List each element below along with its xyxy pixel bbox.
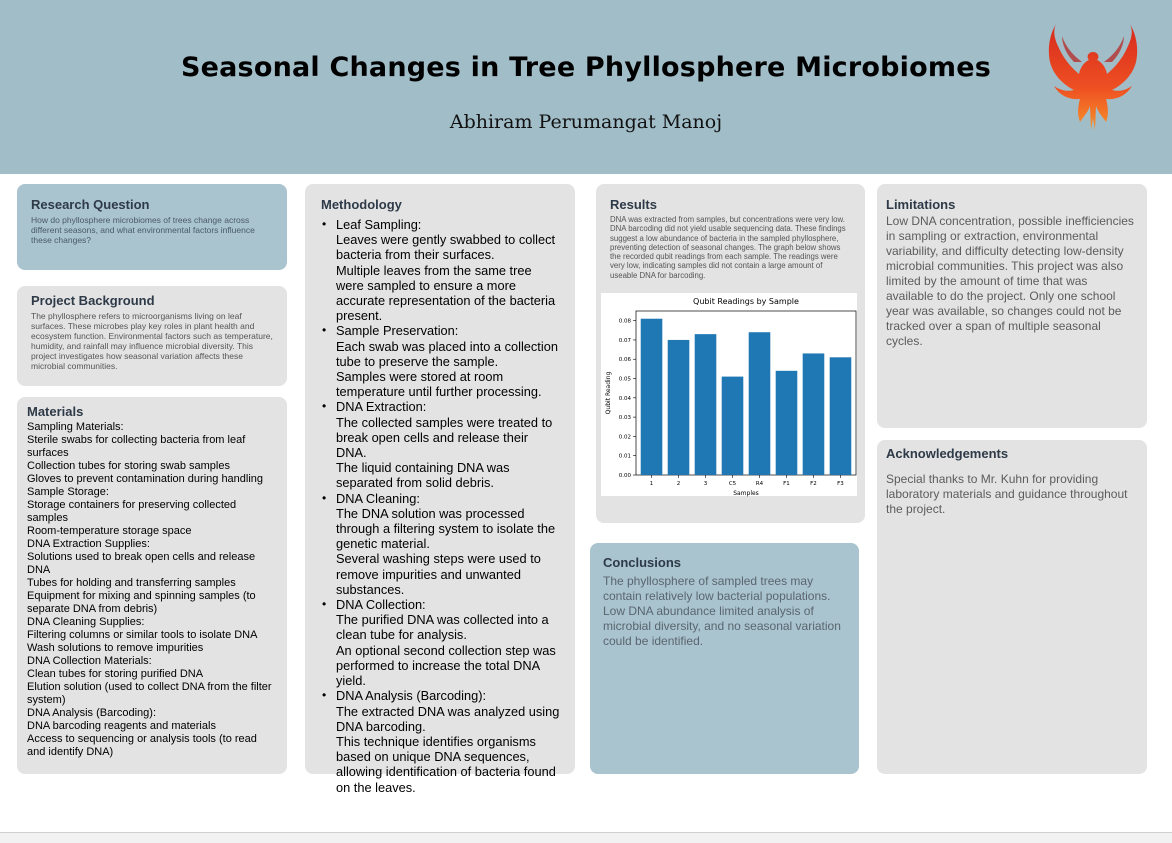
methodology-step-line: An optional second collection step was performed to increase the total DNA yield. bbox=[336, 642, 556, 689]
x-tick-label: F1 bbox=[783, 481, 790, 487]
methodology-step-title: • Sample Preservation: bbox=[336, 323, 459, 339]
poster-header bbox=[0, 0, 1172, 174]
materials-panel bbox=[17, 397, 287, 774]
materials-line: DNA barcoding reagents and materials bbox=[27, 720, 216, 732]
methodology-step-line: The purified DNA was collected into a clean tube for analysis. bbox=[336, 612, 549, 643]
research-question-heading: Research Question bbox=[31, 197, 150, 212]
materials-list bbox=[27, 421, 277, 759]
y-tick-label: 0.05 bbox=[618, 376, 631, 383]
methodology-step bbox=[336, 688, 561, 794]
methodology-step bbox=[336, 217, 561, 323]
y-axis-label: Qubit Reading bbox=[605, 371, 612, 415]
research-question-text: How do phyllosphere microbiomes of trees change across different seasons, and what environmental factors influence these changes? bbox=[31, 215, 255, 245]
y-tick-label: 0.02 bbox=[618, 434, 631, 441]
methodology-step bbox=[336, 597, 561, 688]
x-tick-label: R4 bbox=[755, 481, 764, 487]
chart-title: Qubit Readings by Sample bbox=[693, 297, 799, 306]
limitations-panel bbox=[877, 184, 1147, 428]
methodology-step-line: The DNA solution was processed through a filtering system to isolate the genetic material. bbox=[336, 505, 556, 552]
methodology-step-title: • DNA Cleaning: bbox=[336, 490, 420, 506]
materials-line: DNA Extraction Supplies: bbox=[27, 538, 150, 550]
acknowledgements-panel bbox=[877, 440, 1147, 774]
methodology-step bbox=[336, 491, 561, 597]
limitations-text: Low DNA concentration, possible inefficiencies in sampling or extraction, environmental variability, and difficulty detecting low-density microbial communities. This project was also limited by the amount of time that was available to do the project. Only one school year was available, so changes could not be tracked over a span of multiple seasonal cycles. bbox=[886, 214, 1134, 348]
x-tick-label: F3 bbox=[837, 481, 844, 487]
phoenix-logo-icon bbox=[1044, 22, 1142, 132]
materials-line: Storage containers for preserving collected samples bbox=[27, 499, 237, 524]
bar-C5 bbox=[722, 377, 744, 475]
x-axis-label: Samples bbox=[733, 490, 759, 497]
qubit-bar-chart bbox=[601, 293, 857, 496]
materials-line: Gloves to prevent contamination during handling bbox=[27, 473, 264, 485]
bar-R4 bbox=[749, 332, 771, 475]
materials-heading: Materials bbox=[27, 404, 84, 419]
x-tick-label: 2 bbox=[676, 481, 681, 487]
bar-2 bbox=[668, 340, 690, 475]
bar-1 bbox=[641, 319, 663, 475]
materials-line: Filtering columns or similar tools to isolate DNA bbox=[27, 629, 258, 641]
project-background-text: The phyllosphere refers to microorganisms living on leaf surfaces. These microbes play key roles in plant health and ecosystem function. Environmental factors such as temperature, humidity, and rainfall may influence microbial diversity. This project investigates how seasonal variation affects these microbial communities. bbox=[31, 311, 273, 371]
methodology-step-line: Samples were stored at room temperature until further processing. bbox=[336, 369, 542, 400]
research-question-panel bbox=[17, 184, 287, 270]
results-text: DNA was extracted from samples, but concentrations were very low. DNA barcoding did not yield usable sequencing data. These findings suggest a low abundance of bacteria in the sampled phyllosphere, preventing detection of seasonal changes. The graph below shows the recorded qubit readings from each sample. The readings were very low, indicating samples did not contain a large amount of useable DNA for barcoding. bbox=[610, 215, 846, 280]
methodology-step-title: • DNA Analysis (Barcoding): bbox=[336, 688, 487, 704]
methodology-step-line: Multiple leaves from the same tree were sampled to ensure a more accurate representation of the bacteria present. bbox=[336, 262, 556, 324]
methodology-step-title: • DNA Collection: bbox=[336, 597, 426, 613]
results-chart bbox=[601, 293, 857, 496]
materials-line: Solutions used to break open cells and release DNA bbox=[27, 551, 256, 576]
methodology-step-title: • Leaf Sampling: bbox=[336, 217, 422, 232]
conclusions-panel bbox=[590, 543, 859, 774]
materials-line: Wash solutions to remove impurities bbox=[27, 642, 204, 654]
x-tick-label: 3 bbox=[703, 481, 708, 487]
materials-line: Sample Storage: bbox=[27, 486, 109, 498]
project-background-heading: Project Background bbox=[31, 293, 155, 308]
bottom-scrollbar[interactable] bbox=[0, 832, 1172, 843]
materials-line: Access to sequencing or analysis tools (to read and identify DNA) bbox=[27, 733, 257, 758]
bar-F3 bbox=[830, 357, 852, 475]
methodology-panel bbox=[305, 184, 575, 795]
bar-F2 bbox=[803, 353, 825, 475]
x-tick-label: 1 bbox=[649, 481, 654, 487]
methodology-step bbox=[336, 399, 561, 490]
y-tick-label: 0.08 bbox=[618, 318, 631, 325]
materials-line: Sampling Materials: bbox=[27, 421, 124, 433]
y-tick-label: 0.03 bbox=[618, 415, 631, 422]
acknowledgements-heading: Acknowledgements bbox=[886, 446, 1009, 461]
y-tick-label: 0.00 bbox=[618, 473, 631, 479]
materials-line: Collection tubes for storing swab samples bbox=[27, 460, 230, 472]
bar-F1 bbox=[776, 371, 798, 475]
materials-line: Sterile swabs for collecting bacteria from leaf surfaces bbox=[27, 434, 246, 459]
methodology-heading: Methodology bbox=[321, 197, 402, 212]
methodology-step-line: Leaves were gently swabbed to collect bacteria from their surfaces. bbox=[336, 232, 556, 263]
methodology-step-title: • DNA Extraction: bbox=[336, 399, 427, 415]
conclusions-text: The phyllosphere of sampled trees may contain relatively low bacterial populations. Low DNA abundance limited analysis of microbial diversity, and no seasonal variation could be identified. bbox=[603, 574, 841, 648]
materials-line: Room-temperature storage space bbox=[27, 525, 192, 537]
materials-line: DNA Cleaning Supplies: bbox=[27, 616, 145, 628]
materials-line: DNA Collection Materials: bbox=[27, 655, 152, 667]
materials-line: Elution solution (used to collect DNA from the filter system) bbox=[27, 681, 272, 706]
methodology-step-line: Several washing steps were used to remove impurities and unwanted substances. bbox=[336, 551, 541, 597]
x-tick-label: F2 bbox=[810, 481, 817, 487]
materials-line: Tubes for holding and transferring samples bbox=[27, 577, 236, 589]
y-tick-label: 0.01 bbox=[618, 453, 631, 460]
methodology-list bbox=[321, 217, 561, 795]
methodology-step-line: The extracted DNA was analyzed using DNA barcoding. bbox=[336, 703, 560, 734]
poster-author: Abhiram Perumangat Manoj bbox=[449, 111, 723, 133]
methodology-step-line: Each swab was placed into a collection tube to preserve the sample. bbox=[336, 338, 558, 369]
x-tick-label: C5 bbox=[728, 481, 737, 487]
methodology-step-line: The liquid containing DNA was separated from solid debris. bbox=[336, 460, 510, 491]
materials-line: DNA Analysis (Barcoding): bbox=[27, 707, 156, 719]
results-heading: Results bbox=[610, 197, 657, 212]
poster-title: Seasonal Changes in Tree Phyllosphere Microbiomes bbox=[180, 52, 992, 83]
methodology-step-line: This technique identifies organisms based on unique DNA sequences, allowing identification of bacteria found on the leaves. bbox=[336, 733, 556, 795]
y-tick-label: 0.04 bbox=[618, 395, 631, 402]
methodology-step-line: The collected samples were treated to break open cells and release their DNA. bbox=[336, 414, 553, 461]
methodology-step bbox=[336, 323, 561, 399]
y-tick-label: 0.07 bbox=[618, 337, 631, 344]
bar-3 bbox=[695, 334, 717, 475]
y-tick-label: 0.06 bbox=[618, 357, 631, 364]
project-background-panel bbox=[17, 286, 287, 386]
materials-line: Clean tubes for storing purified DNA bbox=[27, 668, 204, 680]
conclusions-heading: Conclusions bbox=[603, 555, 682, 570]
acknowledgements-text: Special thanks to Mr. Kuhn for providing laboratory materials and guidance throughout the project. bbox=[886, 472, 1128, 516]
limitations-heading: Limitations bbox=[886, 197, 956, 212]
materials-line: Equipment for mixing and spinning samples (to separate DNA from debris) bbox=[27, 590, 256, 615]
